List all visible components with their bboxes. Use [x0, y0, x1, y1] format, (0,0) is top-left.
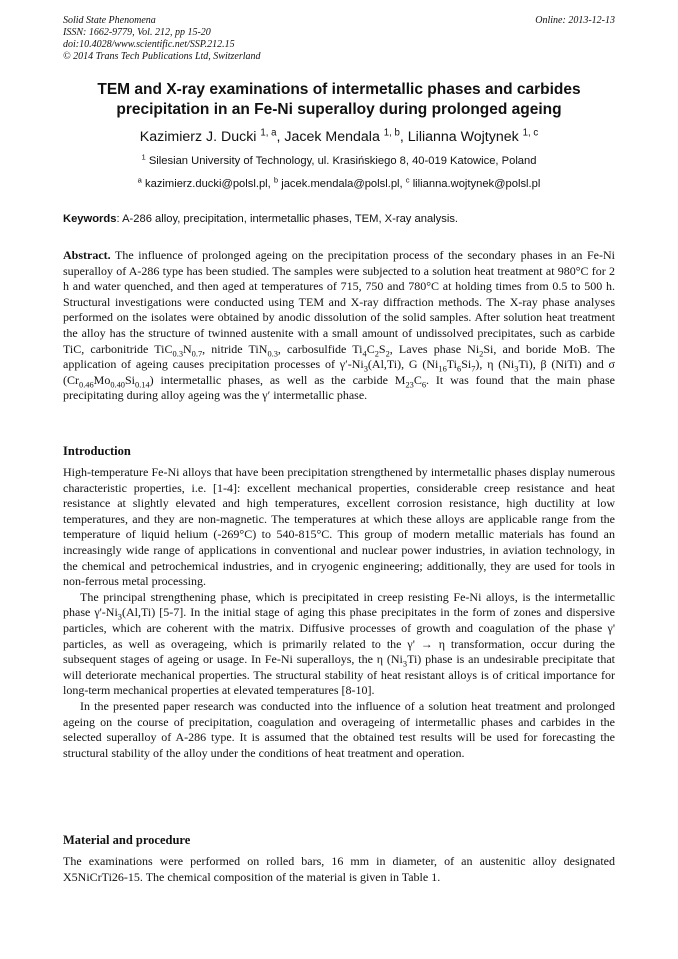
- affiliation-mark: 1: [141, 152, 146, 162]
- abstract-label: Abstract.: [63, 248, 111, 262]
- paragraph: High-temperature Fe-Ni alloys that have been precipitation strengthened by intermetallic phases display numerous characteristic properties, i.e. [1-4]: excellent mechanical properties, considerable creep resistance and heat resistance at slightly elevated and high temperatures, excellent corrosion resistance, high ductility at low temperatures, and they are non-magnetic. The temperatures at which these alloys are applicable range from the temperature of liquid helium (-269°C) to 540-815°C. This group of modern metallic materials has found an increasingly wide range of applications in conventional and nuclear power industries, in aviation technology, in the chemical and petrochemical industries, and in cryogenic engineering; additionally, they are used for tools in non-ferrous metal processing.: [63, 465, 615, 589]
- subscript: 0.3: [172, 348, 183, 358]
- paragraph-text: (Al,Ti) [5-7]. In the initial stage of aging this phase precipitates in the form of zones and dispersive particles, which are coherent with the matrix. Diffusive processes of growth and coagulation of the phase γ' particles, as well as overageing, which is primarily related to the γ' → η transformation, occur during the subsequent stages of ageing or usage. In Fe-Ni superalloys, the η (Ni: [63, 605, 615, 667]
- email-mark: c: [405, 175, 410, 185]
- author-name: Jacek Mendala: [284, 129, 380, 145]
- issn: ISSN: 1662-9779, Vol. 212, pp 15-20: [63, 27, 211, 38]
- copyright: © 2014 Trans Tech Publications Ltd, Switzerland: [63, 51, 261, 62]
- email-link[interactable]: jacek.mendala@polsl.pl,: [281, 178, 403, 190]
- subscript: 0.7: [191, 348, 203, 358]
- author-affil-mark: 1, a: [260, 127, 277, 139]
- abstract-text: The influence of prolonged ageing on the precipitation process of the secondary phases in an Fe-Ni superalloy of A-286 type has been studied. The samples were subjected to a solution heat treatment at 980°C for 2 h and water quenched, and then aged at temperatures of 715, 750 and 780°C at holding times from 0.5 to 500 h. Structural investigations were conducted using TEM and X-ray diffraction methods. The X-ray phase analyses performed on the isolates were obtained by anodic dissolution of the solid samples. After solution heat treatment the alloy has the structure of twinned austenite with a small amount of undissolved precipitates, such as carbide TiC, carbonitride TiC: [63, 248, 615, 356]
- abstract-text: , Laves phase Ni: [389, 341, 480, 356]
- abstract-text: (Al,Ti), G (Ni: [367, 357, 439, 372]
- author-affil-mark: 1, b: [383, 127, 400, 139]
- abstract-text: ) intermetallic phases, as well as the carbide M: [149, 372, 406, 387]
- subscript: 7: [471, 364, 476, 374]
- subscript: 4: [362, 348, 367, 358]
- abstract-text: C: [366, 341, 375, 356]
- email-mark: b: [273, 175, 279, 185]
- paragraph: The examinations were performed on rolled bars, 16 mm in diameter, of an austenitic alloy designated X5NiCrTi26-15. The chemical composition of the material is given in Table 1.: [63, 854, 615, 884]
- abstract-text: Si: [461, 357, 472, 372]
- paragraph-text: The principal strengthening phase, which is precipitated in creep resisting Fe-Ni alloys, is the intermetallic phase γ'-Ni: [63, 589, 615, 620]
- keywords: [63, 212, 615, 226]
- material-body: [63, 854, 615, 885]
- subscript: 3: [514, 364, 519, 374]
- paper-title: [63, 80, 615, 120]
- affiliation: [40, 154, 638, 168]
- subscript: 2: [479, 348, 484, 358]
- doi: doi:10.4028/www.scientific.net/SSP.212.15: [63, 39, 235, 50]
- affiliation-text: Silesian University of Technology, ul. Krasińskiego 8, 40-019 Katowice, Poland: [148, 155, 537, 167]
- abstract: [63, 248, 615, 404]
- subscript: 16: [438, 364, 447, 374]
- abstract-text: . It was found that the main phase precipitating during alloy ageing was the γ′ intermetallic phase.: [63, 372, 615, 403]
- keywords-text: : A-286 alloy, precipitation, intermetallic phases, TEM, X-ray analysis.: [116, 213, 459, 225]
- title-line-2: precipitation in an Fe-Ni superalloy during prolonged ageing: [116, 101, 562, 118]
- abstract-text: S: [378, 341, 386, 356]
- abstract-text: Si: [124, 372, 135, 387]
- abstract-text: ), η (Ni: [475, 357, 515, 372]
- email-link[interactable]: kazimierz.ducki@polsl.pl,: [145, 178, 271, 190]
- abstract-text: N: [183, 341, 192, 356]
- email-mark: a: [137, 175, 142, 185]
- author-name: Kazimierz J. Ducki: [139, 129, 257, 145]
- subscript: 2: [374, 348, 379, 358]
- section-heading-introduction: Introduction: [63, 444, 131, 458]
- online-date: Online: 2013-12-13: [535, 15, 615, 26]
- email-list: [40, 177, 638, 191]
- subscript: 3: [117, 612, 122, 622]
- subscript: 0.14: [135, 380, 150, 390]
- author-name: Lilianna Wojtynek: [407, 129, 519, 145]
- paragraph: In the presented paper research was conducted into the influence of a solution heat treatment and prolonged ageing on the course of precipitation, coagulation and overageing of intermetallic phases and carbides in the selected superalloy of A-286 type. It is assumed that the obtained test results will be used for forecasting the structural stability of the alloy under the conditions of heat treatment and operation.: [63, 698, 615, 760]
- abstract-text: , carbosulfide Ti: [277, 341, 363, 356]
- abstract-text: Ti), β (NiTi) and σ (Cr: [63, 357, 615, 387]
- abstract-text: , nitride TiN: [202, 341, 268, 356]
- journal-name: Solid State Phenomena: [63, 15, 156, 26]
- subscript: 2: [385, 348, 390, 358]
- email-link[interactable]: lilianna.wojtynek@polsl.pl: [412, 178, 541, 190]
- author-list: Kazimierz J. Ducki $^{1, a}$, Jacek Mendala $^{1, b}$, Lilianna Wojtynek $^{1, c}$: [139, 127, 539, 145]
- title-line-1: TEM and X-ray examinations of intermetallic phases and carbides: [97, 81, 581, 98]
- subscript: 0.40: [110, 380, 125, 390]
- abstract-text: C: [413, 372, 422, 387]
- subscript: 23: [405, 380, 414, 390]
- subscript: 0.46: [79, 380, 94, 390]
- abstract-text: Si, and boride MoB. The application of ageing causes precipitation processes of γ′-Ni: [63, 341, 616, 372]
- subscript: 3: [402, 659, 408, 669]
- abstract-text: Mo: [93, 372, 111, 387]
- subscript: 6: [457, 364, 462, 374]
- keywords-label: Keywords: [63, 213, 117, 225]
- section-heading-material: Material and procedure: [63, 833, 191, 847]
- author-affil-mark: 1, c: [522, 127, 539, 139]
- introduction-body: [63, 465, 615, 761]
- subscript: 0.3: [267, 348, 278, 358]
- subscript: 3: [363, 364, 368, 374]
- journal-header: [63, 15, 261, 63]
- paragraph-text: Ti) phase is an undesirable precipitate that will deteriorate mechanical properties. The structural stability of heat resistant alloys is of critical importance for long-term mechanical properties at elevated temperatures [8-10].: [63, 652, 615, 698]
- subscript: 6: [421, 380, 427, 390]
- paragraph: [63, 590, 615, 699]
- abstract-text: Ti: [446, 357, 458, 372]
